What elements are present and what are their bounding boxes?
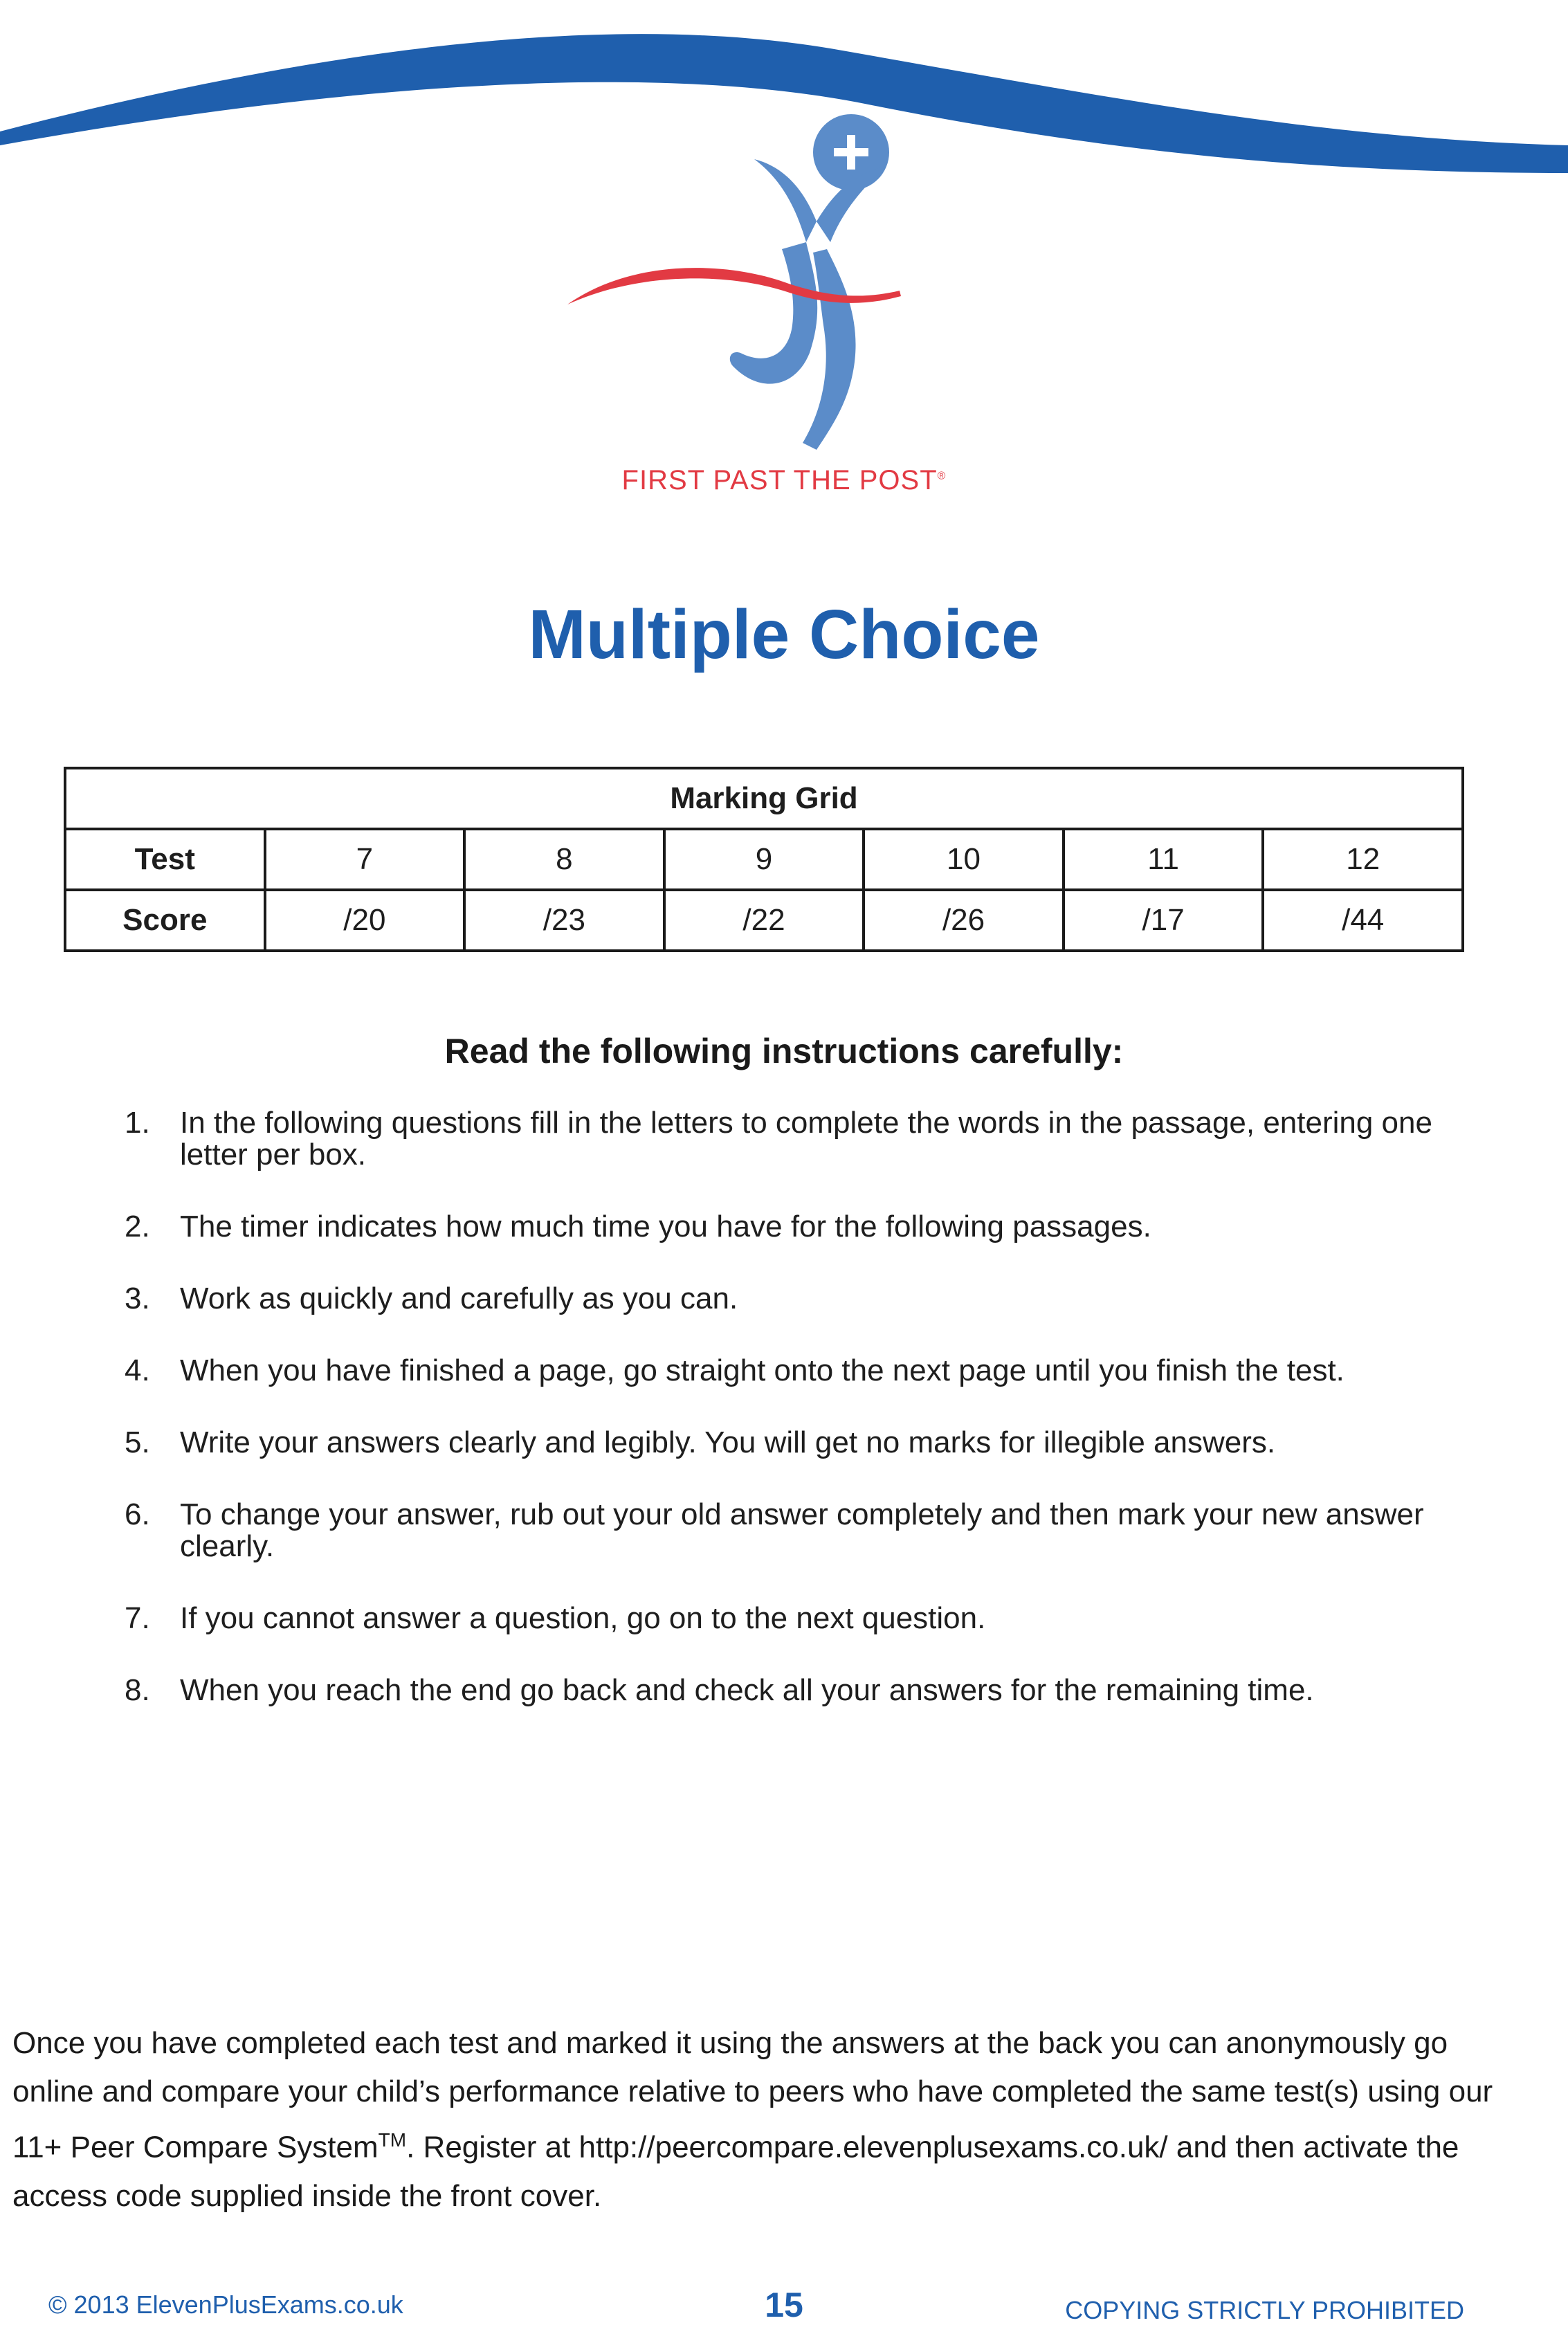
score-cell[interactable]: /23 [464, 890, 664, 951]
score-row [65, 890, 1463, 951]
instruction-text: Work as quickly and carefully as you can. [180, 1282, 738, 1315]
instruction-item [125, 1499, 1474, 1562]
instruction-item [125, 1107, 1474, 1171]
trademark-mark: TM [378, 2129, 407, 2151]
instruction-text: In the following questions fill in the letters to complete the words in the passage, entering one letter per box. [180, 1106, 1432, 1172]
instruction-text: The timer indicates how much time you have for the following passages. [180, 1210, 1151, 1243]
instruction-number: 6. [125, 1497, 150, 1531]
instruction-text: To change your answer, rub out your old answer completely and then mark your new answer clearly. [180, 1497, 1424, 1563]
peer-compare-register-text: . Register at http://peercompare.elevenplusexams.co.uk/ and then activate the access code supplied inside the front cover. [12, 2130, 1459, 2213]
runner-logo-icon [554, 104, 955, 464]
score-cell[interactable]: /17 [1064, 890, 1264, 951]
page-title: Multiple Choice [528, 596, 1040, 673]
test-number-cell: 10 [864, 829, 1064, 890]
test-number-cell: 8 [464, 829, 664, 890]
marking-grid [64, 767, 1464, 952]
test-number-cell: 12 [1263, 829, 1463, 890]
copying-prohibited-notice: COPYING STRICTLY PROHIBITED [1065, 2296, 1464, 2324]
instruction-number: 4. [125, 1353, 150, 1387]
brand-name-text: FIRST PAST THE POST [621, 465, 938, 495]
instruction-text: If you cannot answer a question, go on to the next question. [180, 1601, 986, 1635]
instruction-number: 2. [125, 1210, 150, 1243]
score-cell[interactable]: /44 [1263, 890, 1463, 951]
page-number: 15 [765, 2286, 803, 2324]
test-number-cell: 9 [664, 829, 864, 890]
test-number-cell: 11 [1064, 829, 1264, 890]
peer-compare-paragraph [12, 2019, 1535, 2221]
registered-mark: ® [937, 470, 947, 482]
instruction-number: 8. [125, 1673, 150, 1707]
score-cell[interactable]: /22 [664, 890, 864, 951]
instruction-number: 7. [125, 1601, 150, 1635]
instruction-number: 3. [125, 1282, 150, 1315]
instructions-heading: Read the following instructions carefully: [444, 1032, 1124, 1070]
instruction-text: Write your answers clearly and legibly. You will get no marks for illegible answers. [180, 1425, 1276, 1459]
marking-grid-caption: Marking Grid [65, 768, 1463, 829]
score-cell[interactable]: /20 [265, 890, 465, 951]
brand-name [0, 465, 1568, 496]
score-row-label: Score [65, 890, 265, 951]
instruction-text: When you have finished a page, go straight onto the next page until you finish the test. [180, 1353, 1344, 1387]
test-number-cell: 7 [265, 829, 465, 890]
copyright-notice: © 2013 ElevenPlusExams.co.uk [48, 2290, 403, 2319]
test-row-label: Test [65, 829, 265, 890]
peer-compare-text: Once you have completed each test and marked it using the answers at the back you can anonymously go online and compare your child’s performance relative to peers who have completed the same test(s) using our 11+ Peer Compare System [12, 2026, 1493, 2164]
instruction-item [125, 1283, 1474, 1315]
instructions-list [125, 1107, 1474, 1747]
test-row [65, 829, 1463, 890]
instruction-item [125, 1211, 1474, 1243]
instruction-number: 5. [125, 1425, 150, 1459]
instruction-text: When you reach the end go back and check all your answers for the remaining time. [180, 1673, 1314, 1707]
instruction-item [125, 1355, 1474, 1387]
instruction-item [125, 1675, 1474, 1706]
instruction-number: 1. [125, 1106, 150, 1140]
score-cell[interactable]: /26 [864, 890, 1064, 951]
instruction-item [125, 1427, 1474, 1459]
instruction-item [125, 1603, 1474, 1634]
